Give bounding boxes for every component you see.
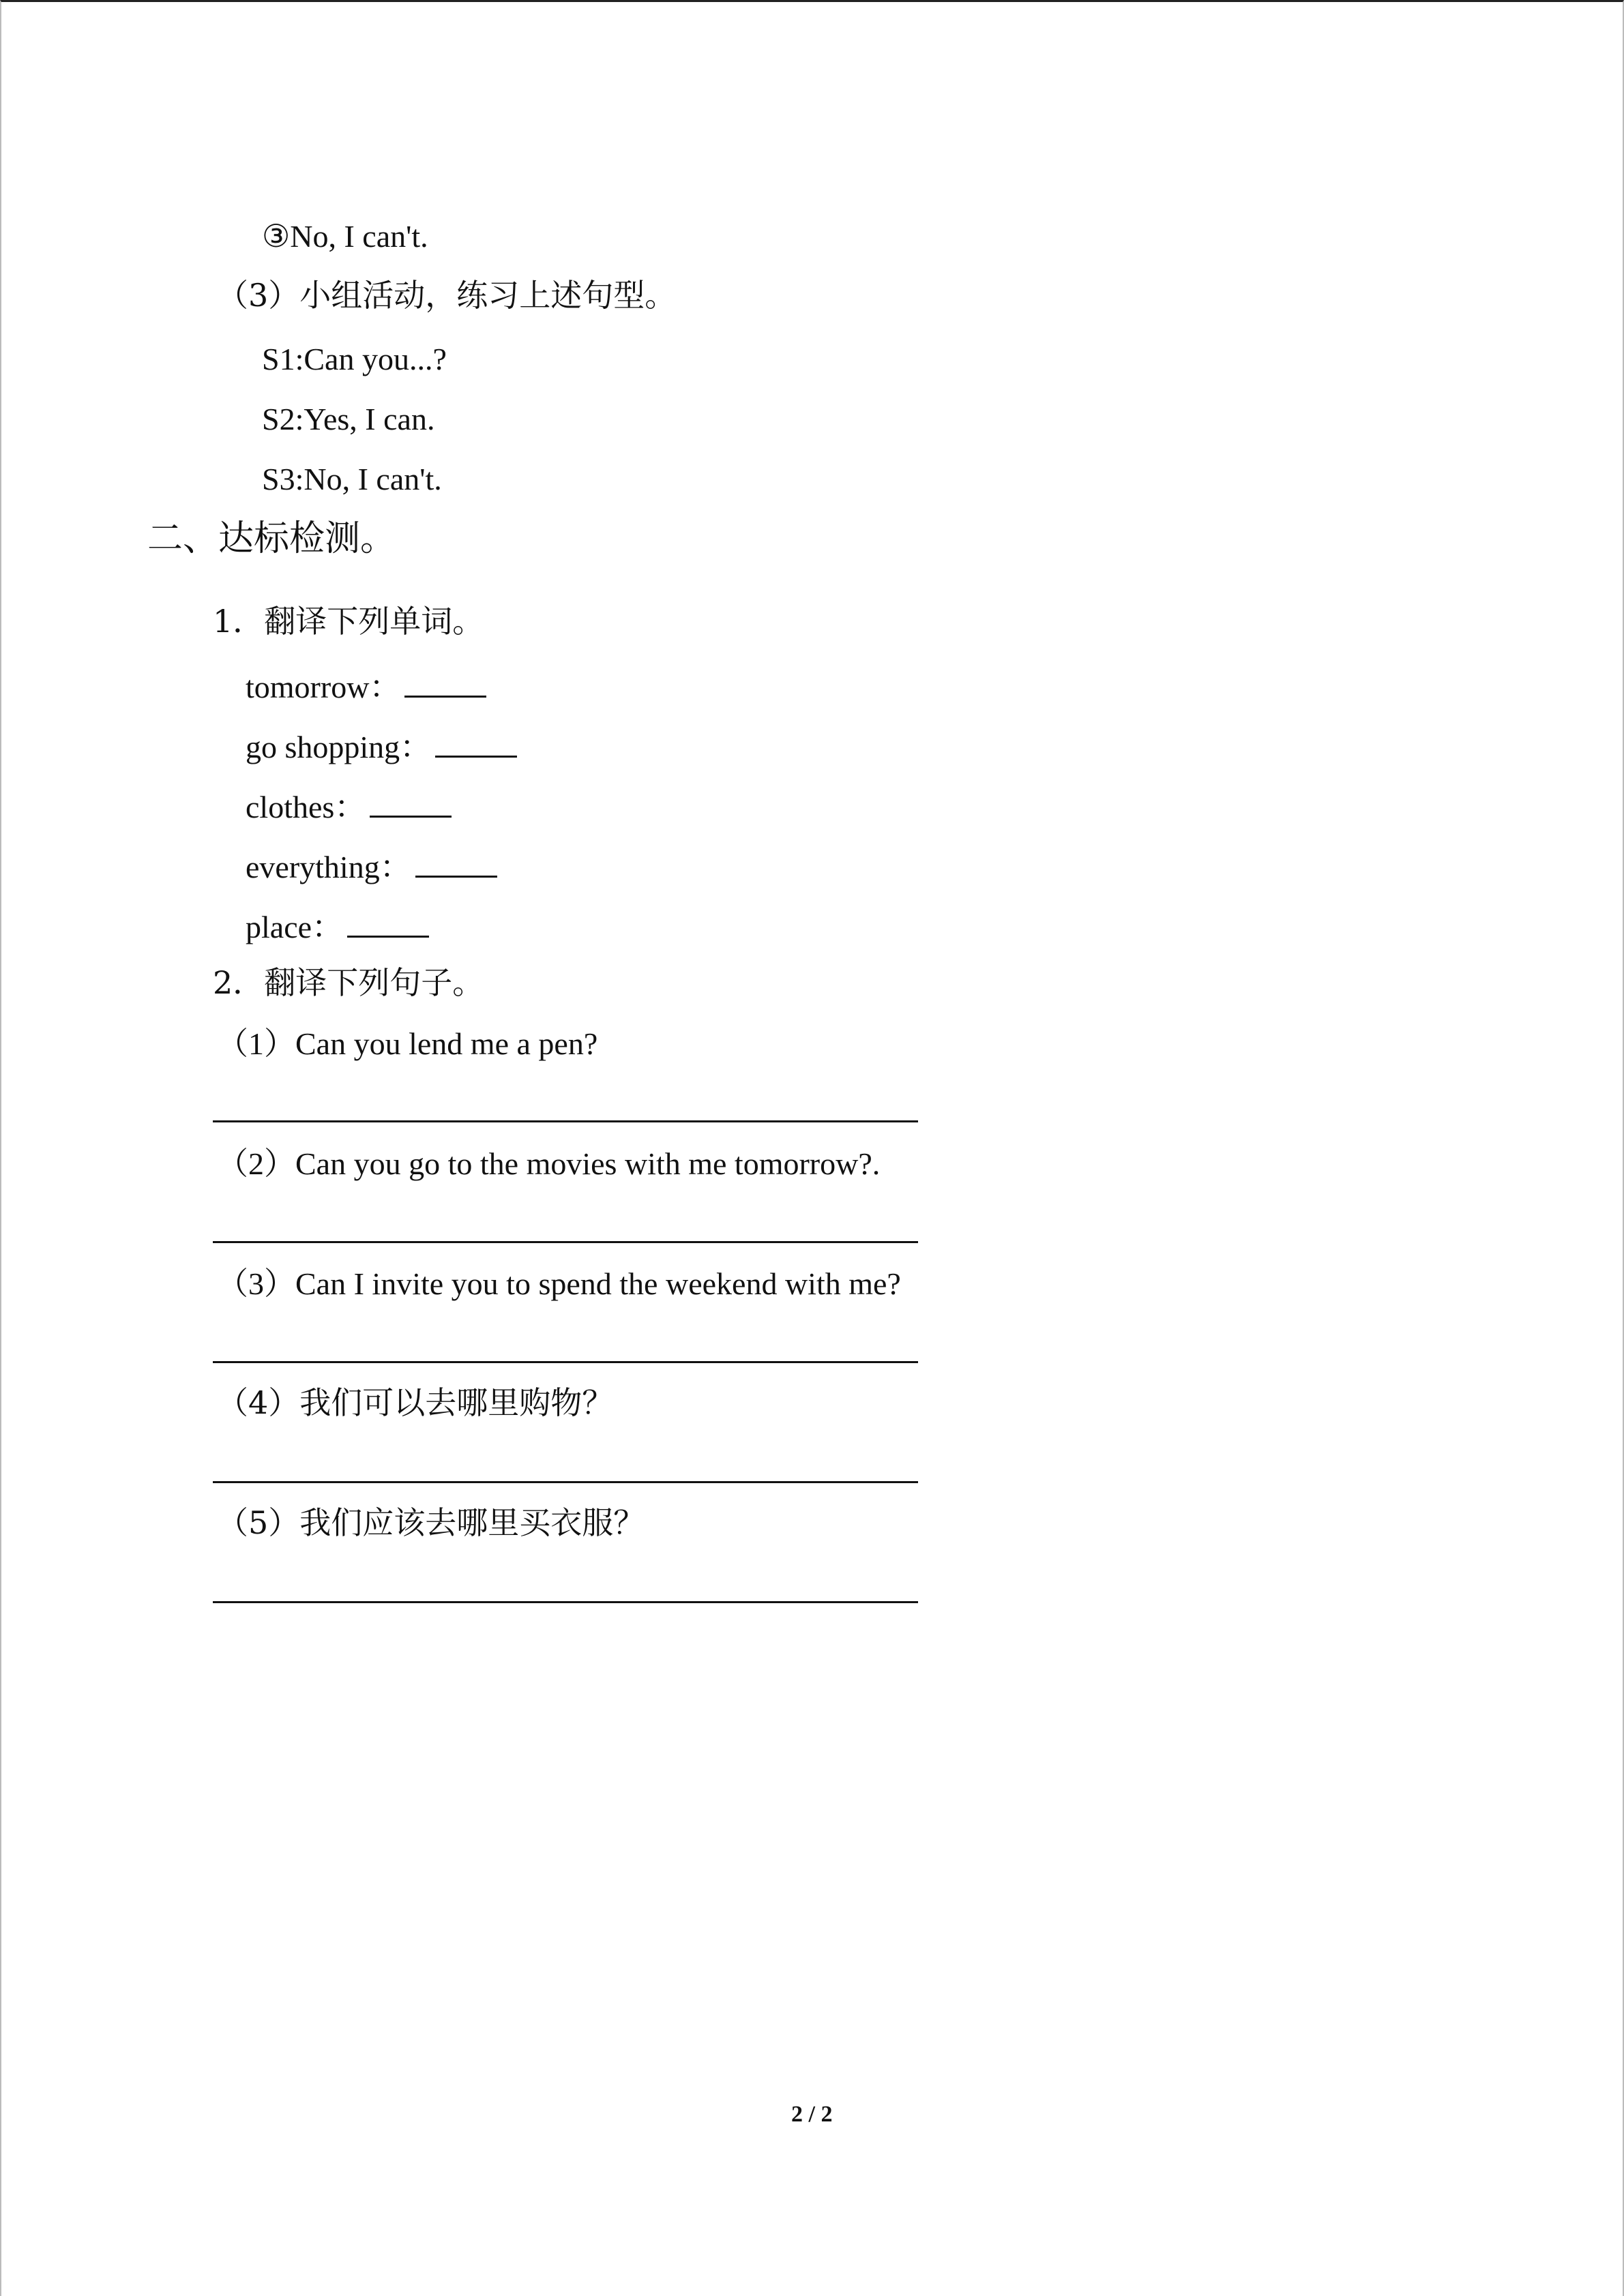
step-3-instruction: （3）小组活动，练习上述句型。 <box>217 277 677 314</box>
answer-blank[interactable] <box>347 908 429 938</box>
word-item <box>246 668 486 703</box>
answer-line[interactable] <box>213 1361 918 1363</box>
page-number: 2 / 2 <box>791 2102 833 2127</box>
word-label: go shopping： <box>246 730 432 764</box>
answer-blank[interactable] <box>370 788 452 818</box>
word-item <box>246 788 452 823</box>
answer-line[interactable] <box>213 1481 918 1483</box>
sentence-item: （5）我们应该去哪里买衣服？ <box>217 1504 645 1541</box>
answer-blank[interactable] <box>404 668 486 698</box>
question-2-title: 2．翻译下列句子。 <box>213 964 484 1001</box>
word-label: everything： <box>246 850 411 884</box>
sentence-item: （2）Can you go to the movies with me tomorrow?. <box>217 1146 881 1181</box>
dialogue-line-s3: S3:No, I can't. <box>262 462 442 496</box>
word-item <box>246 908 429 943</box>
answer-line[interactable] <box>213 1241 918 1243</box>
word-label: place： <box>246 910 344 944</box>
sentence-item: （1）Can you lend me a pen? <box>217 1026 598 1061</box>
word-item <box>246 848 497 883</box>
section-2-title: 二、达标检测。 <box>147 518 396 559</box>
word-label: clothes： <box>246 790 366 824</box>
answer-line[interactable] <box>213 1601 918 1603</box>
answer-blank[interactable] <box>435 728 517 758</box>
sentence-item: （4）我们可以去哪里购物？ <box>217 1384 614 1421</box>
dialogue-line-s1: S1:Can you...? <box>262 342 447 376</box>
word-item <box>246 728 517 763</box>
word-label: tomorrow： <box>246 670 401 704</box>
dialogue-line-s2: S2:Yes, I can. <box>262 402 435 436</box>
answer-blank[interactable] <box>415 848 497 878</box>
answer-line[interactable] <box>213 1120 918 1122</box>
question-1-title: 1．翻译下列单词。 <box>213 603 484 640</box>
example-line-3: ③No, I can't. <box>262 219 428 254</box>
sentence-item: （3）Can I invite you to spend the weekend with me? <box>217 1266 901 1301</box>
